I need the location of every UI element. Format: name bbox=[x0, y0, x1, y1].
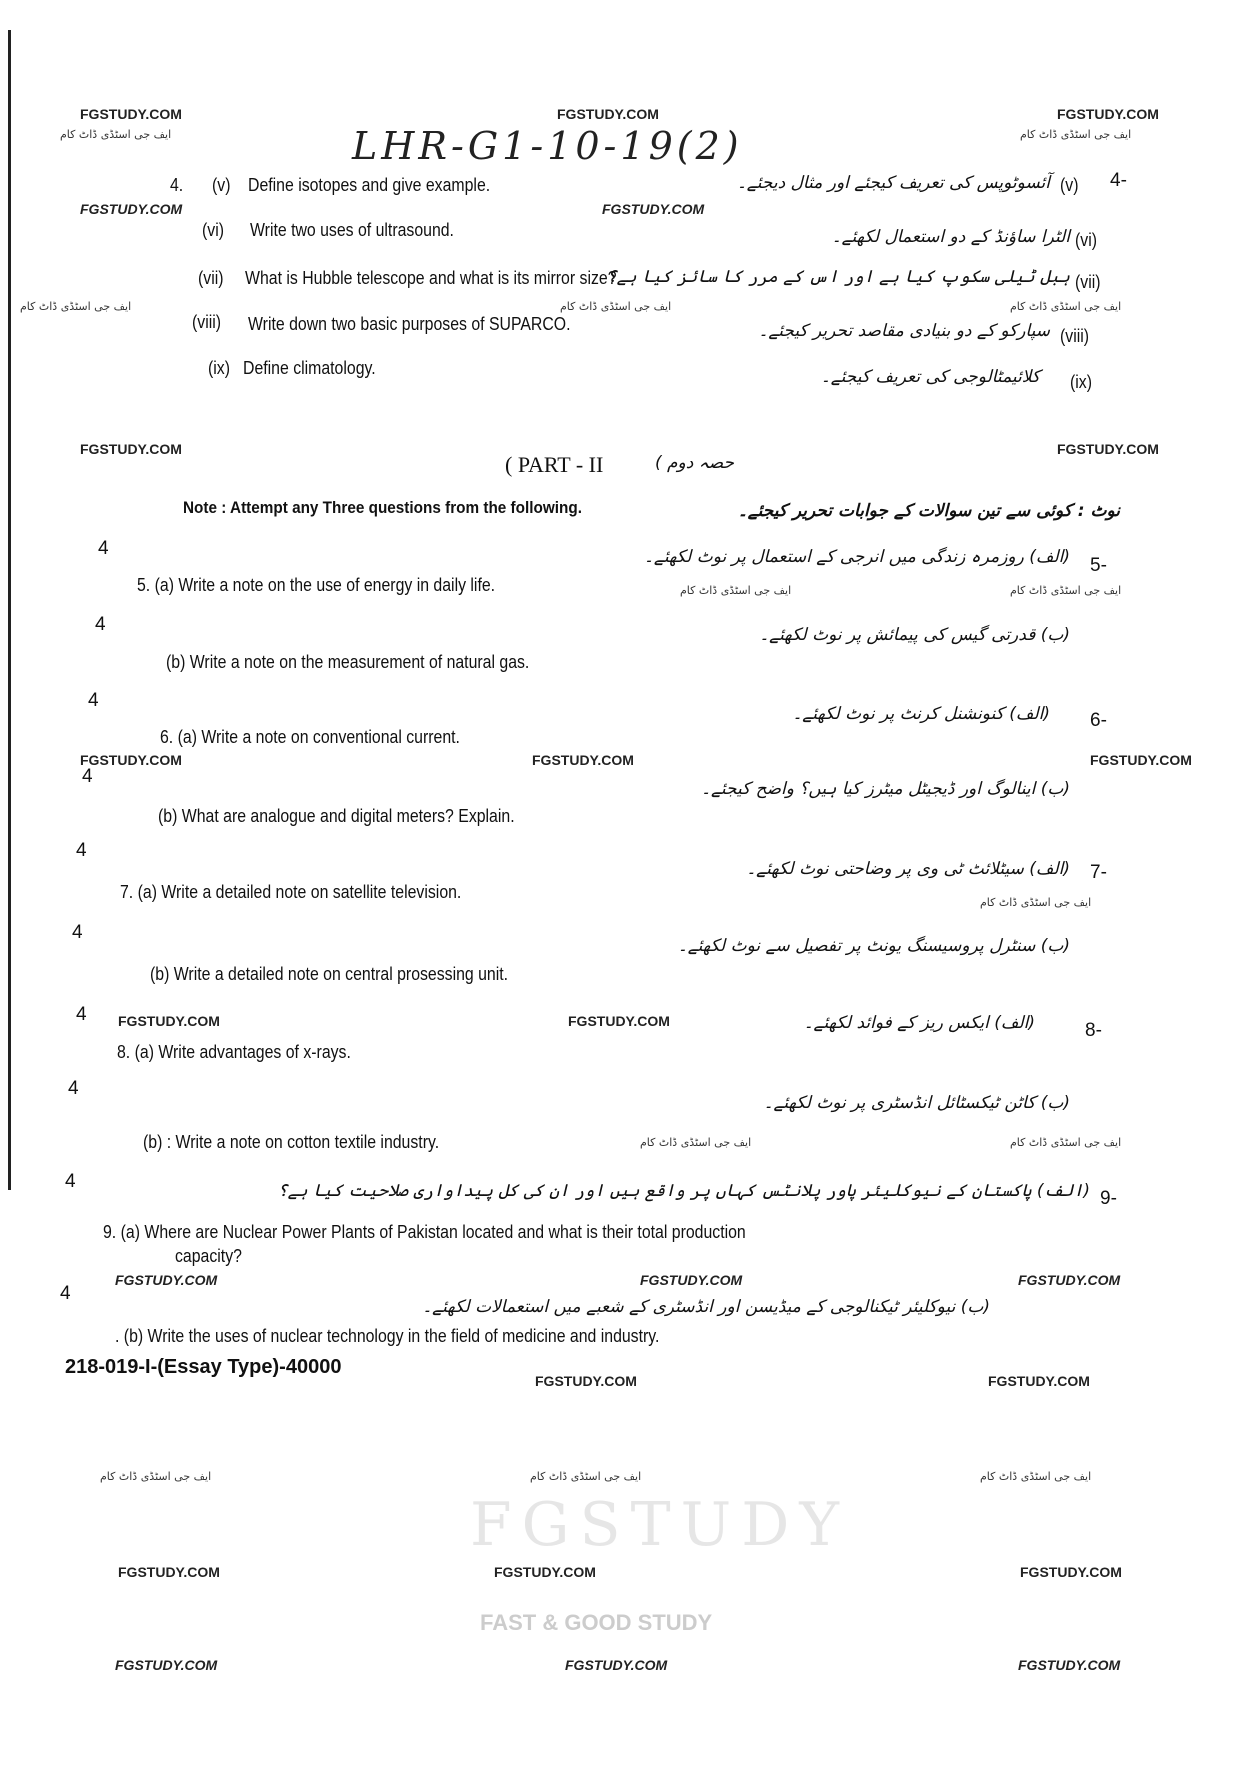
watermark: FGSTUDY.COM bbox=[80, 752, 182, 768]
watermark-urdu: ایف جی اسٹڈی ڈاٹ کام bbox=[60, 128, 172, 141]
question-number-ur: 4- bbox=[1110, 170, 1127, 191]
q5b-urdu: (ب) قدرتی گیس کی پیمائش پر نوٹ لکھئے۔ bbox=[759, 625, 1070, 645]
note-text: Note : Attempt any Three questions from the following. bbox=[183, 498, 582, 517]
q4-v-urdu: آئسوٹوپس کی تعریف کیجئے اور مثال دیجئے۔ bbox=[736, 173, 1050, 193]
q6-number-ur: 6- bbox=[1090, 710, 1107, 731]
question-number: 4. bbox=[170, 175, 184, 195]
watermark: FGSTUDY.COM bbox=[1090, 752, 1192, 768]
watermark-urdu: ایف جی اسٹڈی ڈاٹ کام bbox=[1010, 1136, 1122, 1149]
watermark: FGSTUDY.COM bbox=[80, 441, 182, 457]
q4-viii-label-ur: (viii) bbox=[1060, 326, 1090, 346]
q4-v-label-ur: (v) bbox=[1060, 175, 1079, 195]
watermark: FGSTUDY.COM bbox=[535, 1373, 637, 1389]
q9a-text: 9. (a) Where are Nuclear Power Plants of Pakistan located and what is their total production bbox=[103, 1222, 746, 1242]
watermark-urdu: ایف جی اسٹڈی ڈاٹ کام bbox=[560, 300, 672, 313]
q4-vii-label-ur: (vii) bbox=[1075, 272, 1101, 292]
watermark: FGSTUDY.COM bbox=[568, 1013, 670, 1029]
watermark: FGSTUDY.COM bbox=[1020, 1564, 1122, 1580]
q4-vii-label: (vii) bbox=[198, 268, 224, 288]
q4-vi-text: Write two uses of ultrasound. bbox=[250, 220, 454, 240]
q7a-text: 7. (a) Write a detailed note on satellite television. bbox=[120, 882, 462, 902]
watermark-tagline: FAST & GOOD STUDY bbox=[480, 1610, 713, 1635]
watermark: FGSTUDY.COM bbox=[988, 1373, 1090, 1389]
q4-ix-text: Define climatology. bbox=[243, 358, 376, 378]
watermark-urdu: ایف جی اسٹڈی ڈاٹ کام bbox=[530, 1470, 642, 1483]
watermark-urdu: ایف جی اسٹڈی ڈاٹ کام bbox=[100, 1470, 212, 1483]
q5a-urdu: (الف) روزمرہ زندگی میں انرجی کے استعمال پر نوٹ لکھئے۔ bbox=[643, 547, 1070, 567]
q8b-text: (b) : Write a note on cotton textile industry. bbox=[143, 1132, 440, 1152]
background-watermark: FGSTUDY bbox=[470, 1490, 849, 1560]
q5a-text: 5. (a) Write a note on the use of energy in daily life. bbox=[137, 575, 496, 595]
part-title: ( PART - II bbox=[505, 452, 604, 477]
watermark: FGSTUDY.COM bbox=[115, 1272, 218, 1288]
marks: 4 bbox=[98, 538, 109, 559]
watermark: FGSTUDY.COM bbox=[1057, 106, 1159, 122]
part-title-urdu: حصہ دوم ) bbox=[655, 453, 734, 473]
q4-vii-text: What is Hubble telescope and what is its mirror size? bbox=[245, 268, 617, 288]
q7b-urdu: (ب) سنٹرل پروسیسنگ یونٹ پر تفصیل سے نوٹ لکھئے۔ bbox=[677, 936, 1070, 956]
watermark: FGSTUDY.COM bbox=[118, 1013, 220, 1029]
q4-viii-urdu: سپارکو کے دو بنیادی مقاصد تحریر کیجئے۔ bbox=[758, 321, 1050, 341]
q8a-text: 8. (a) Write advantages of x-rays. bbox=[117, 1042, 351, 1062]
q9a-text-cont: capacity? bbox=[175, 1246, 242, 1266]
q6a-text: 6. (a) Write a note on conventional current. bbox=[160, 727, 460, 747]
watermark-urdu: ایف جی اسٹڈی ڈاٹ کام bbox=[1020, 128, 1132, 141]
q4-vi-label-ur: (vi) bbox=[1075, 230, 1097, 250]
q4-v-text: Define isotopes and give example. bbox=[248, 175, 491, 195]
watermark: FGSTUDY.COM bbox=[1018, 1272, 1121, 1288]
watermark: FGSTUDY.COM bbox=[1018, 1657, 1121, 1673]
q8a-urdu: (الف) ایکس ریز کے فوائد لکھئے۔ bbox=[803, 1013, 1035, 1033]
marks: 4 bbox=[65, 1171, 76, 1192]
watermark: FGSTUDY.COM bbox=[1057, 441, 1159, 457]
q4-ix-urdu: کلائیمٹالوجی کی تعریف کیجئے۔ bbox=[820, 367, 1040, 387]
marks: 4 bbox=[88, 690, 99, 711]
q4-vi-label: (vi) bbox=[202, 220, 224, 240]
watermark: FGSTUDY.COM bbox=[532, 752, 634, 768]
q5-number-ur: 5- bbox=[1090, 555, 1107, 576]
q8-number-ur: 8- bbox=[1085, 1020, 1102, 1041]
watermark: FGSTUDY.COM bbox=[565, 1657, 668, 1673]
watermark: FGSTUDY.COM bbox=[494, 1564, 596, 1580]
q4-vi-urdu: الٹرا ساؤنڈ کے دو استعمال لکھئے۔ bbox=[831, 227, 1070, 247]
note-urdu: نوٹ : کوئی سے تین سوالات کے جوابات تحریر کیجئے۔ bbox=[737, 501, 1120, 521]
q9b-urdu: (ب) نیوکلیئر ٹیکنالوجی کے میڈیسن اور انڈسٹری کے شعبے میں استعمالات لکھئے۔ bbox=[422, 1297, 990, 1317]
q7b-text: (b) Write a detailed note on central prosessing unit. bbox=[150, 964, 509, 984]
watermark-urdu: ایف جی اسٹڈی ڈاٹ کام bbox=[1010, 584, 1122, 597]
paper-code: 218-019-I-(Essay Type)-40000 bbox=[65, 1356, 342, 1378]
watermark-urdu: ایف جی اسٹڈی ڈاٹ کام bbox=[680, 584, 792, 597]
q4-vii-urdu: ہبل ٹیلی سکوپ کیا ہے اور اس کے مرر کا سائز کیا ہے؟ bbox=[606, 267, 1070, 287]
q4-v-label: (v) bbox=[212, 175, 231, 195]
marks: 4 bbox=[76, 1004, 87, 1025]
watermark: FGSTUDY.COM bbox=[80, 106, 182, 122]
q4-viii-label: (viii) bbox=[192, 312, 222, 332]
watermark-urdu: ایف جی اسٹڈی ڈاٹ کام bbox=[980, 1470, 1092, 1483]
q4-viii-text: Write down two basic purposes of SUPARCO. bbox=[248, 314, 571, 334]
q9a-urdu: (الف) پاکستان کے نیوکلیئر پاور پلانٹس کہاں پر واقع ہیں اور ان کی کل پیداواری صلاحیت کیا ہے؟ bbox=[277, 1181, 1090, 1201]
watermark: FGSTUDY.COM bbox=[115, 1657, 218, 1673]
handwritten-code: LHR-G1-10-19(2) bbox=[352, 124, 743, 168]
watermark: FGSTUDY.COM bbox=[118, 1564, 220, 1580]
q9-number-ur: 9- bbox=[1100, 1188, 1117, 1209]
marks: 4 bbox=[68, 1078, 79, 1099]
q7-number-ur: 7- bbox=[1090, 862, 1107, 883]
q6b-urdu: (ب) اینالوگ اور ڈیجیٹل میٹرز کیا ہیں؟ واضح کیجئے۔ bbox=[701, 779, 1070, 799]
watermark: FGSTUDY.COM bbox=[640, 1272, 743, 1288]
q4-ix-label-ur: (ix) bbox=[1070, 372, 1092, 392]
marks: 4 bbox=[72, 922, 83, 943]
q5b-text: (b) Write a note on the measurement of natural gas. bbox=[166, 652, 530, 672]
q4-ix-label: (ix) bbox=[208, 358, 230, 378]
watermark-urdu: ایف جی اسٹڈی ڈاٹ کام bbox=[1010, 300, 1122, 313]
watermark-urdu: ایف جی اسٹڈی ڈاٹ کام bbox=[20, 300, 132, 313]
q6a-urdu: (الف) کنونشنل کرنٹ پر نوٹ لکھئے۔ bbox=[792, 704, 1050, 724]
q6b-text: (b) What are analogue and digital meters? Explain. bbox=[158, 806, 515, 826]
watermark-urdu: ایف جی اسٹڈی ڈاٹ کام bbox=[980, 896, 1092, 909]
watermark: FGSTUDY.COM bbox=[602, 201, 705, 217]
marks: 4 bbox=[82, 766, 93, 787]
watermark-urdu: ایف جی اسٹڈی ڈاٹ کام bbox=[640, 1136, 752, 1149]
marks: 4 bbox=[76, 840, 87, 861]
q8b-urdu: (ب) کاٹن ٹیکسٹائل انڈسٹری پر نوٹ لکھئے۔ bbox=[763, 1093, 1070, 1113]
q9b-text: . (b) Write the uses of nuclear technology in the field of medicine and industry. bbox=[115, 1326, 660, 1346]
watermark: FGSTUDY.COM bbox=[557, 106, 659, 122]
marks: 4 bbox=[95, 614, 106, 635]
scan-border bbox=[8, 30, 11, 1190]
marks: 4 bbox=[60, 1283, 71, 1304]
q7a-urdu: (الف) سیٹلائٹ ٹی وی پر وضاحتی نوٹ لکھئے۔ bbox=[746, 859, 1070, 879]
watermark: FGSTUDY.COM bbox=[80, 201, 183, 217]
